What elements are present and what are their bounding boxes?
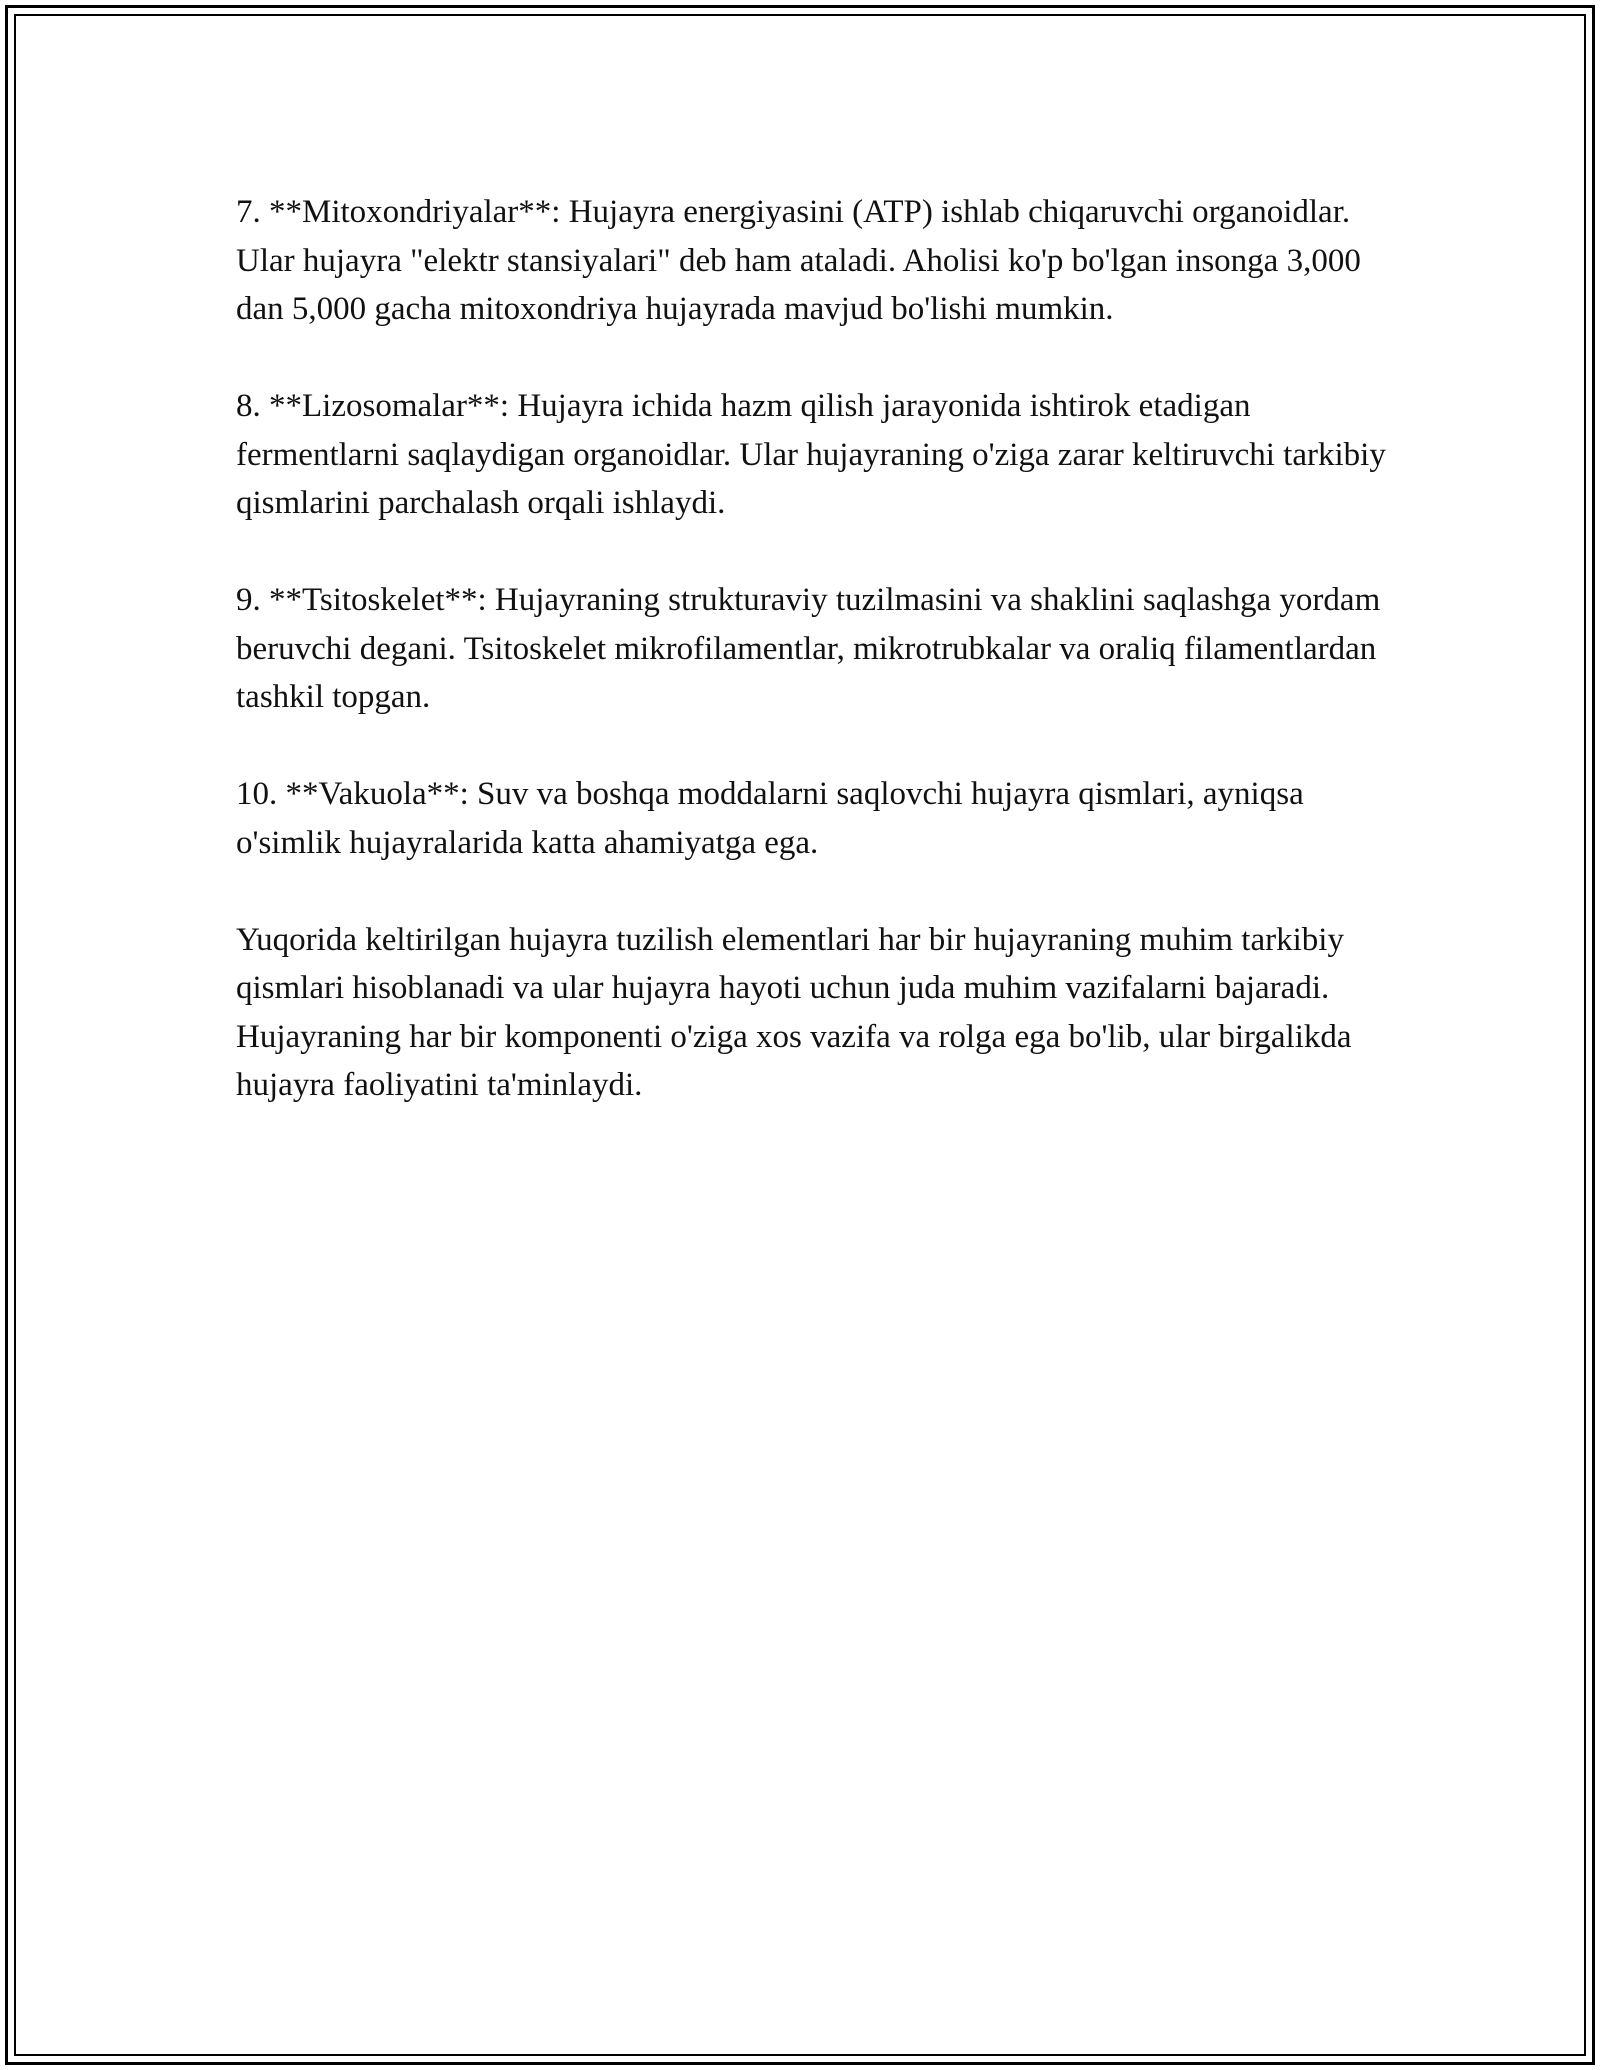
paragraph-vacuole: 10. **Vakuola**: Suv va boshqa moddalarni saqlovchi hujayra qismlari, ayniqsa o'simlik hujayralarida katta ahamiyatga ega.: [236, 776, 1312, 861]
paragraph-lysosomes: 8. **Lizosomalar**: Hujayra ichida hazm qilish jarayonida ishtirok etadigan fermentlarni saqlaydigan organoidlar. Ular hujayraning o'ziga zarar keltiruvchi tarkibiy qismlarini parchalash orqali ishlaydi.: [236, 388, 1395, 521]
paragraph-cytoskeleton: 9. **Tsitoskelet**: Hujayraning strukturaviy tuzilmasini va shaklini saqlashga yordam beruvchi degani. Tsitoskelet mikrofilamentlar, mikrotrubkalar va oraliq filamentlardan tashkil topgan.: [236, 582, 1389, 715]
document-body: [236, 188, 1406, 1158]
paragraph-conclusion: Yuqorida keltirilgan hujayra tuzilish elementlari har bir hujayraning muhim tarkibiy qismlari hisoblanadi va ular hujayra hayoti uchun juda muhim vazifalarni bajaradi. Hujayraning har bir komponenti o'ziga xos vazifa va rolga ega bo'lib, ular birgalikda hujayra faoliyatini ta'minlaydi.: [236, 921, 1360, 1103]
paragraph-mitochondria: 7. **Mitoxondriyalar**: Hujayra energiyasini (ATP) ishlab chiqaruvchi organoidlar. Ular hujayra "elektr stansiyalari" deb ham ataladi. Aholisi ko'p bo'lgan insonga 3,000 dan 5,000 gacha mitoxondriya hujayrada mavjud bo'lishi mumkin.: [236, 194, 1370, 327]
